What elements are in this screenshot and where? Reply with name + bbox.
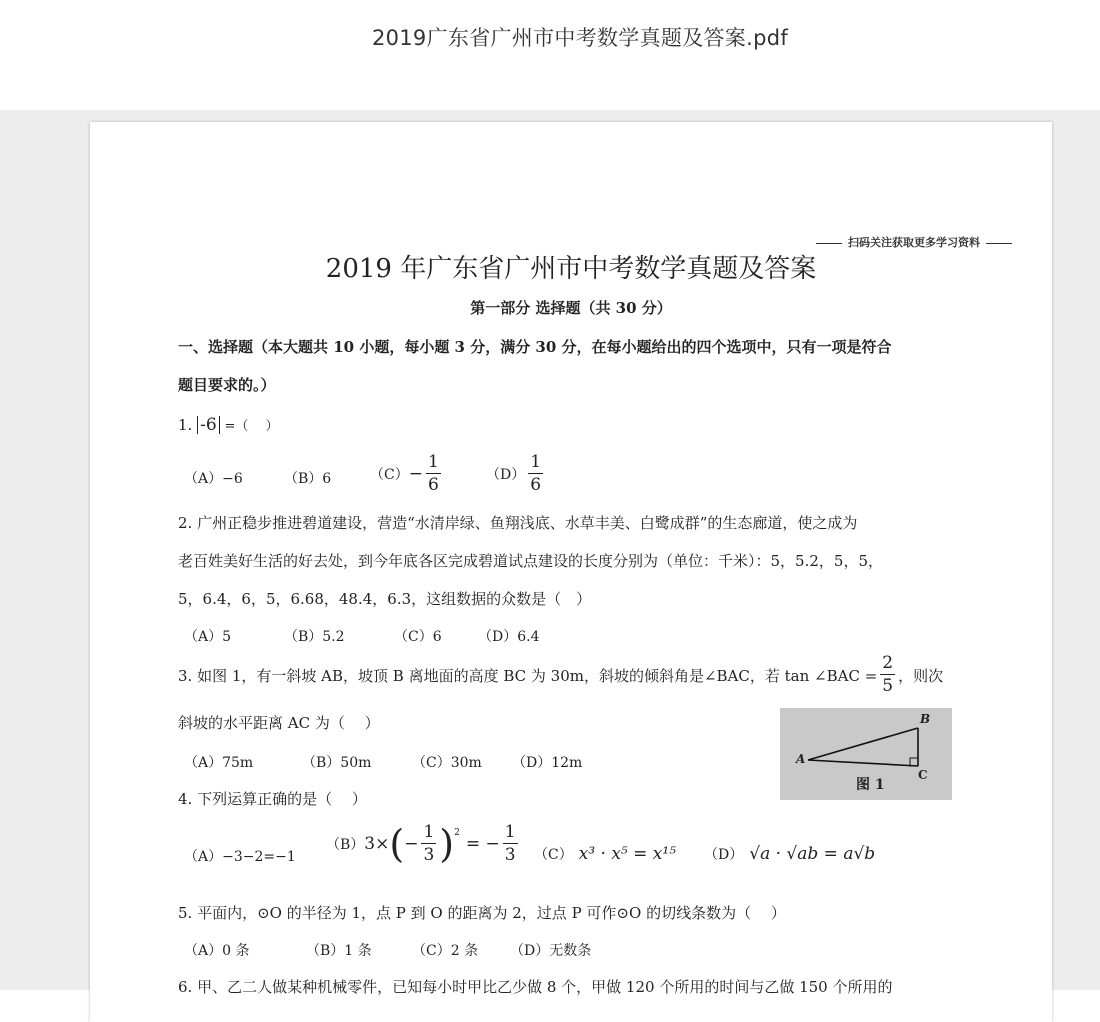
- watermark-text: 扫码关注获取更多学习资料: [848, 236, 980, 249]
- section-heading-line2: 题目要求的。）: [178, 376, 276, 394]
- q4-option-c-label: （C）: [534, 847, 573, 863]
- q3-tan-fraction: [880, 655, 895, 695]
- q2-option-a: （A）5: [184, 629, 232, 645]
- point-b-label: B: [920, 712, 931, 726]
- q3-stem-tail: ，则次: [898, 666, 944, 685]
- question-3-line1: [178, 655, 943, 695]
- q4-option-b-equals: = −: [465, 834, 500, 854]
- document-header: [0, 0, 1100, 110]
- q2-option-b: （B）5.2: [284, 629, 345, 645]
- q3-option-c: （C）30m: [412, 755, 482, 771]
- q1-tail: =（ ）: [224, 419, 279, 434]
- fraction-numerator: 2: [882, 653, 894, 673]
- q3-stem: 3. 如图 1，有一斜坡 AB，坡顶 B 离地面的高度 BC 为 30m，斜坡的倾斜角是∠BAC，若 tan ∠BAC =: [178, 666, 878, 685]
- minus-sign: −: [404, 834, 419, 854]
- pdf-page: [90, 122, 1052, 1022]
- q4-option-b-prefix: 3×: [364, 834, 390, 854]
- q4-option-b-fraction: [421, 824, 436, 864]
- fraction-numerator: 1: [427, 452, 439, 472]
- point-a-label: A: [796, 752, 806, 766]
- q4-option-b-label: （B）: [326, 837, 365, 853]
- fraction-numerator: 1: [423, 822, 435, 842]
- q4-option-d-expr: √a · √ab = a√b: [749, 844, 876, 864]
- question-2-line1: 2. 广州正稳步推进碧道建设，营造“水清岸绿、鱼翔浅底、水草丰美、白鹭成群”的生态廊道，使之成为: [178, 514, 858, 532]
- figure-1-triangle: [780, 708, 952, 800]
- watermark-line-right: [986, 243, 1012, 244]
- q3-option-d: （D）12m: [512, 755, 583, 771]
- q1-option-c-fraction: [426, 454, 441, 494]
- q1-option-c-label: （C）: [370, 467, 409, 483]
- question-5: 5. 平面内，⊙O 的半径为 1，点 P 到 O 的距离为 2，过点 P 可作⊙O 的切线条数为（ ）: [178, 904, 786, 922]
- watermark-line-left: [816, 243, 842, 244]
- question-6: 6. 甲、乙二人做某种机械零件，已知每小时甲比乙少做 8 个，甲做 120 个所用的时间与乙做 150 个所用的: [178, 978, 893, 996]
- document-title: 2019广东省广州市中考数学真题及答案.pdf: [371, 26, 789, 50]
- q4-option-b: [326, 824, 521, 864]
- q5-option-d: （D）无数条: [510, 943, 592, 959]
- q2-option-c: （C）6: [394, 629, 442, 645]
- fraction-denominator: 5: [882, 676, 894, 696]
- q1-absolute-value: -6: [197, 416, 220, 434]
- exponent: 2: [454, 828, 460, 838]
- q4-option-d: [704, 844, 875, 864]
- question-2-line3: 5，6.4，6，5，6.68，48.4，6.3，这组数据的众数是（ ）: [178, 590, 592, 608]
- q1-option-d-fraction: [528, 454, 543, 494]
- q5-option-c: （C）2 条: [412, 943, 479, 959]
- q1-option-d-label: （D）: [486, 467, 526, 483]
- q3-option-a: （A）75m: [184, 755, 254, 771]
- q5-option-a: （A）0 条: [184, 943, 250, 959]
- fraction-numerator: 1: [530, 452, 542, 472]
- q1-option-c-sign: −: [408, 464, 423, 484]
- right-paren: ): [439, 822, 455, 866]
- fraction-denominator: 6: [427, 475, 439, 495]
- q1-option-c: [370, 454, 444, 494]
- fraction-denominator: 3: [504, 845, 516, 865]
- q4-option-b-result-fraction: [503, 824, 518, 864]
- exam-title: 2019 年广东省广州市中考数学真题及答案: [325, 254, 817, 284]
- question-4: 4. 下列运算正确的是（ ）: [178, 790, 367, 808]
- left-paren: (: [389, 822, 405, 866]
- part-heading: 第一部分 选择题（共 30 分）: [470, 299, 672, 317]
- q4-option-c-expr: x³ · x⁵ = x¹⁵: [578, 844, 677, 864]
- question-3-line2: 斜坡的水平距离 AC 为（ ）: [178, 714, 380, 732]
- q4-option-a: （A）−3−2=−1: [184, 849, 296, 865]
- fraction-denominator: 6: [530, 475, 542, 495]
- q4-option-d-label: （D）: [704, 847, 744, 863]
- q1-option-b: （B）6: [284, 471, 332, 487]
- figure-caption: 图 1: [856, 777, 885, 793]
- section-heading-line1: 一、选择题（本大题共 10 小题，每小题 3 分，满分 30 分，在每小题给出的四个选项中，只有一项是符合: [178, 338, 892, 356]
- q1-option-d: [486, 454, 546, 494]
- q1-option-a: （A）−6: [184, 471, 243, 487]
- question-1: [178, 415, 278, 434]
- q4-option-c: [534, 844, 676, 864]
- q5-option-b: （B）1 条: [306, 943, 372, 959]
- q1-number: 1.: [178, 416, 193, 434]
- fraction-numerator: 1: [504, 822, 516, 842]
- question-2-line2: 老百姓美好生活的好去处，到今年底各区完成碧道试点建设的长度分别为（单位：千米）：5，5.2，5，5，: [178, 552, 883, 570]
- fraction-denominator: 3: [423, 845, 435, 865]
- point-c-label: C: [918, 768, 928, 782]
- q3-option-b: （B）50m: [302, 755, 372, 771]
- q2-option-d: （D）6.4: [478, 629, 540, 645]
